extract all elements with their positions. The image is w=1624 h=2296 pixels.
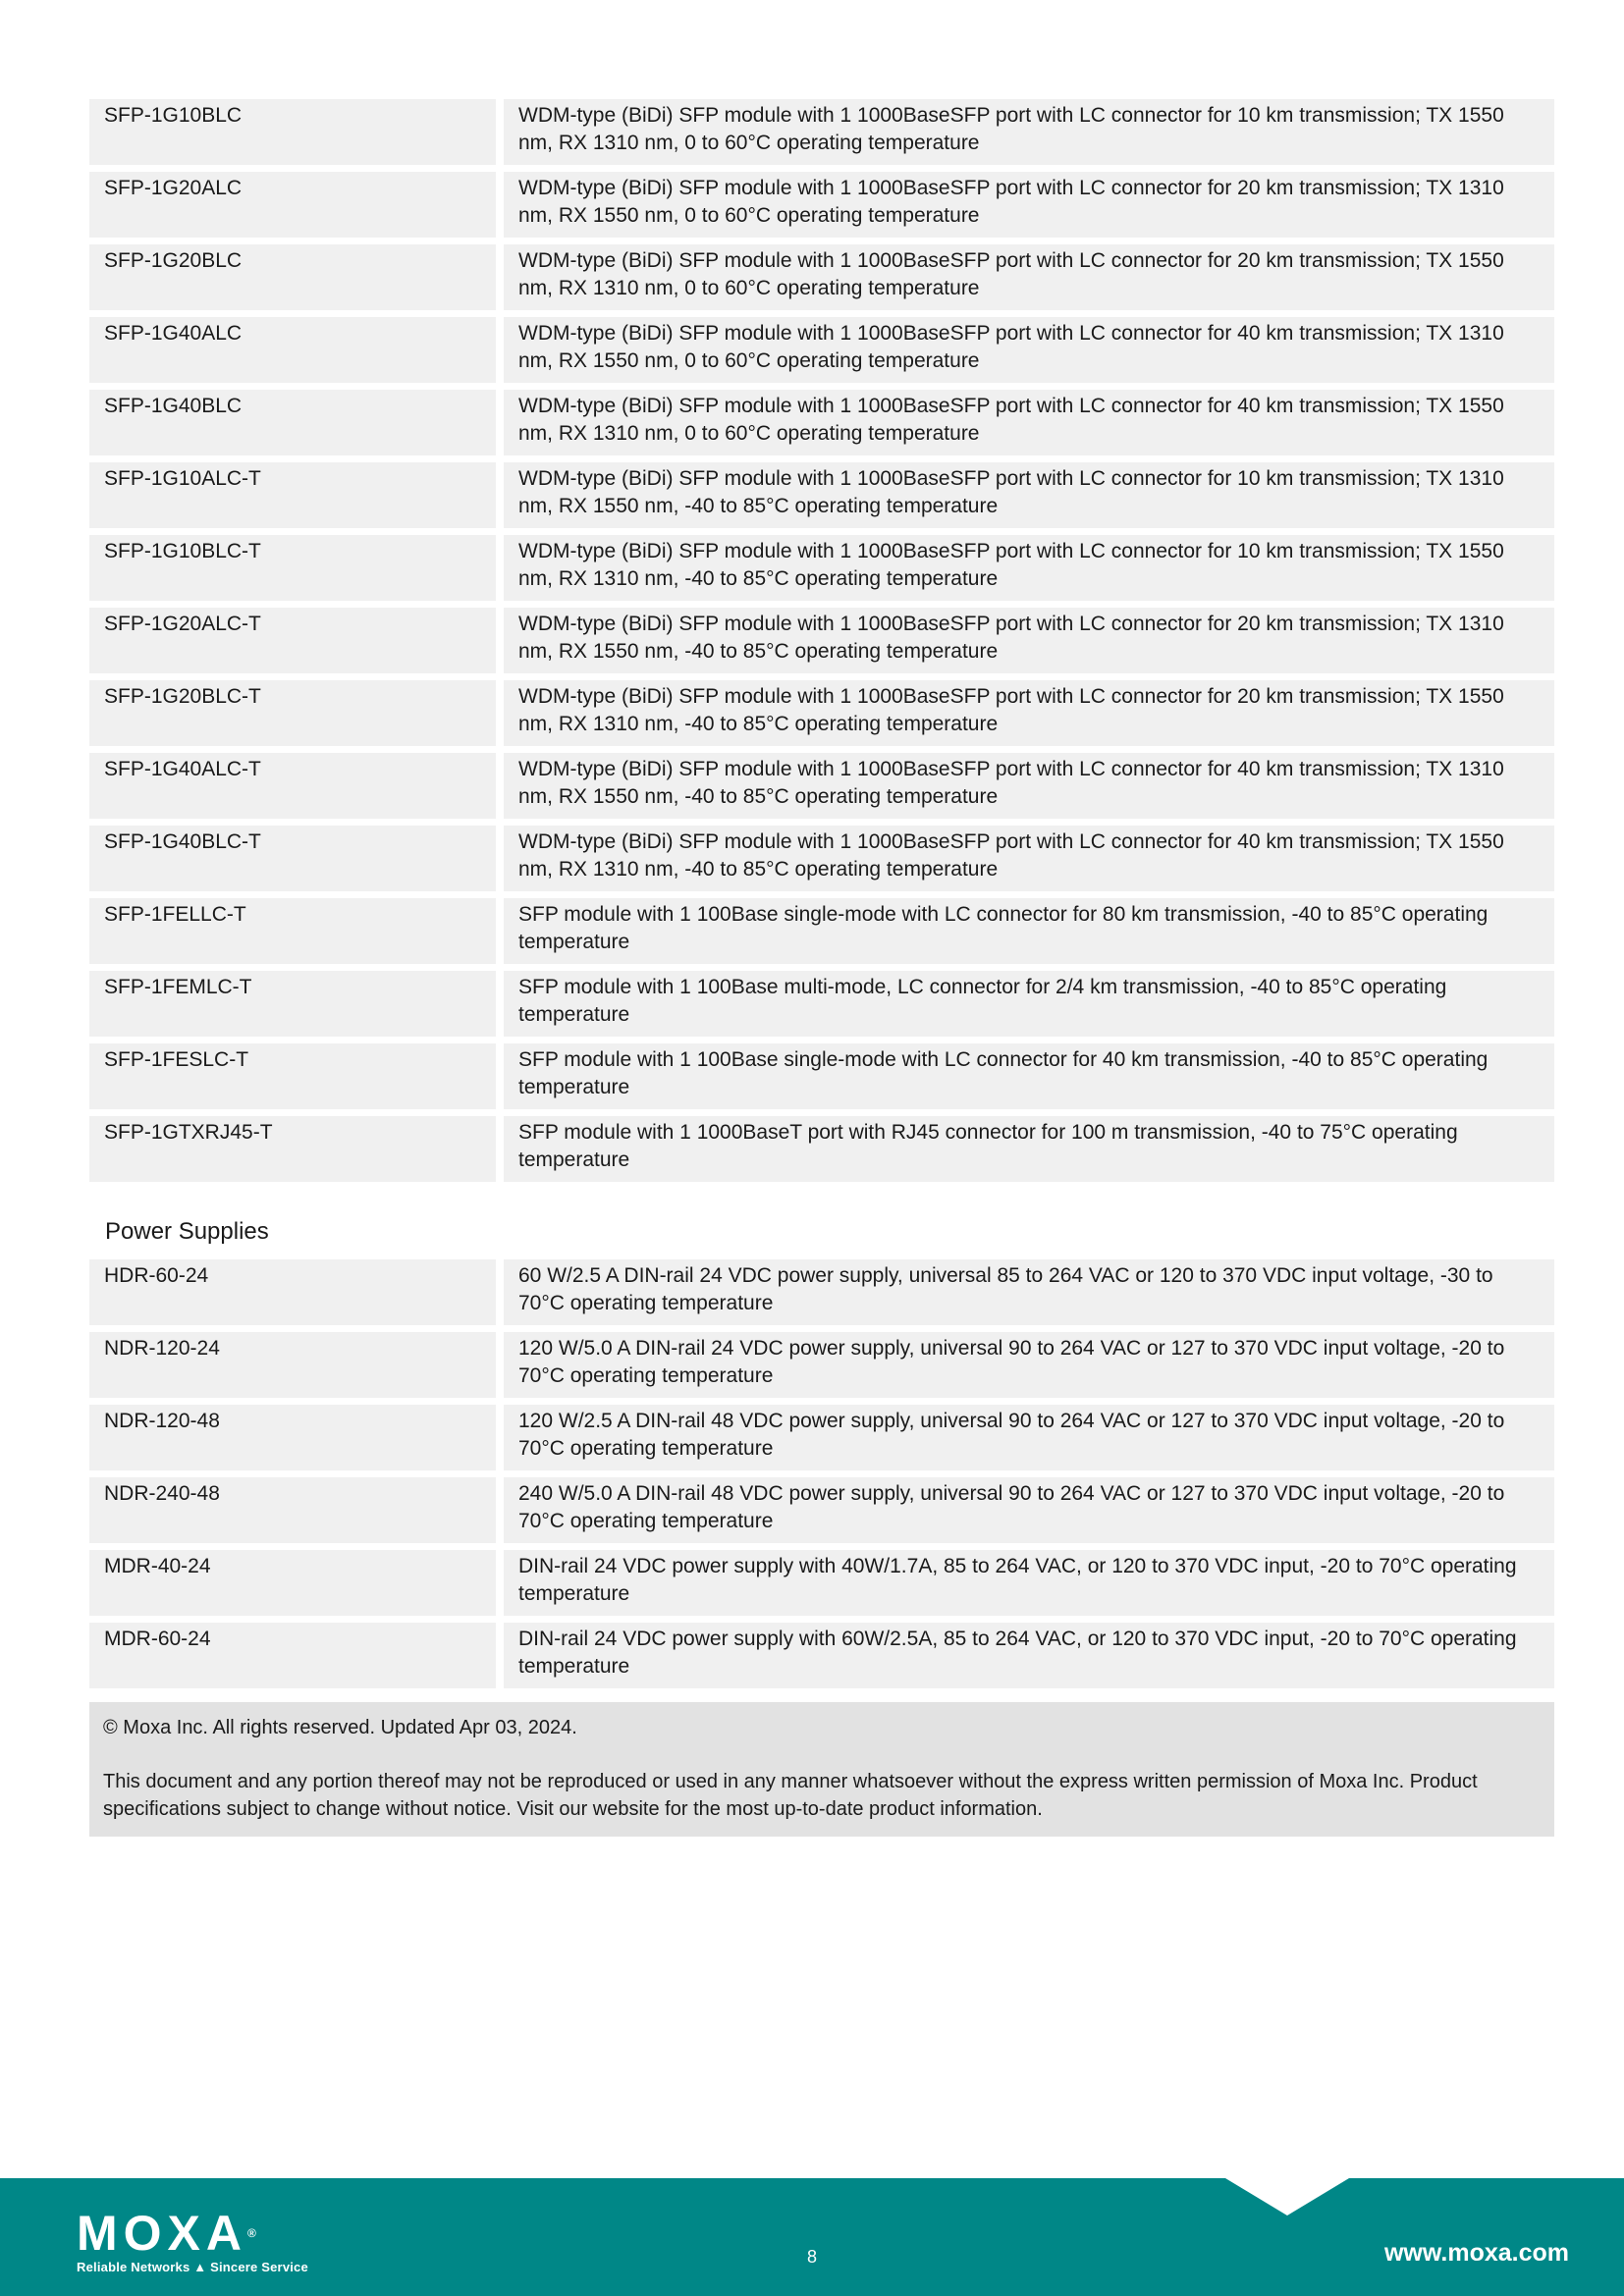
description-cell: WDM-type (BiDi) SFP module with 1 1000BaseSFP port with LC connector for 20 km transmission; TX 1550 nm, RX 1310 nm, -40 to 85°C operating temperature — [504, 680, 1554, 746]
description-cell: 240 W/5.0 A DIN-rail 48 VDC power supply, universal 90 to 264 VAC or 127 to 370 VDC input voltage, -20 to 70°C operating temperature — [504, 1477, 1554, 1543]
table-row — [89, 1623, 1554, 1688]
model-name-cell: SFP-1G40BLC-T — [89, 826, 496, 891]
footer-bar — [0, 2178, 1624, 2296]
table-row — [89, 1405, 1554, 1470]
table-row — [89, 1116, 1554, 1182]
model-name-cell: SFP-1FESLC-T — [89, 1043, 496, 1109]
description-cell: WDM-type (BiDi) SFP module with 1 1000BaseSFP port with LC connector for 20 km transmission; TX 1310 nm, RX 1550 nm, 0 to 60°C operating temperature — [504, 172, 1554, 238]
model-name-cell: SFP-1G40ALC-T — [89, 753, 496, 819]
table-row — [89, 1550, 1554, 1616]
power-supply-table — [89, 1259, 1554, 1688]
model-name-cell: NDR-240-48 — [89, 1477, 496, 1543]
description-cell: 60 W/2.5 A DIN-rail 24 VDC power supply, universal 85 to 264 VAC or 120 to 370 VDC input voltage, -30 to 70°C operating temperature — [504, 1259, 1554, 1325]
page-content — [89, 99, 1554, 1837]
model-name-cell: MDR-40-24 — [89, 1550, 496, 1616]
table-row — [89, 535, 1554, 601]
table-row — [89, 1332, 1554, 1398]
table-row — [89, 826, 1554, 891]
table-row — [89, 1477, 1554, 1543]
description-cell: WDM-type (BiDi) SFP module with 1 1000BaseSFP port with LC connector for 40 km transmission; TX 1550 nm, RX 1310 nm, -40 to 85°C operating temperature — [504, 826, 1554, 891]
description-cell: WDM-type (BiDi) SFP module with 1 1000BaseSFP port with LC connector for 10 km transmission; TX 1310 nm, RX 1550 nm, -40 to 85°C operating temperature — [504, 462, 1554, 528]
description-cell: WDM-type (BiDi) SFP module with 1 1000BaseSFP port with LC connector for 10 km transmission; TX 1550 nm, RX 1310 nm, 0 to 60°C operating temperature — [504, 99, 1554, 165]
logo-tagline: Reliable Networks ▲ Sincere Service — [77, 2260, 308, 2274]
model-name-cell: SFP-1G10ALC-T — [89, 462, 496, 528]
logo-wordmark: MOXA® — [77, 2206, 256, 2261]
model-name-cell: SFP-1FEMLC-T — [89, 971, 496, 1037]
model-name-cell: SFP-1G20ALC — [89, 172, 496, 238]
model-name-cell: SFP-1G40BLC — [89, 390, 496, 455]
model-name-cell: SFP-1G20BLC — [89, 244, 496, 310]
description-cell: SFP module with 1 1000BaseT port with RJ45 connector for 100 m transmission, -40 to 75°C operating temperature — [504, 1116, 1554, 1182]
section-title-power-supplies: Power Supplies — [105, 1218, 269, 1245]
model-name-cell: SFP-1G10BLC — [89, 99, 496, 165]
model-name-cell: SFP-1G20BLC-T — [89, 680, 496, 746]
description-cell: WDM-type (BiDi) SFP module with 1 1000BaseSFP port with LC connector for 40 km transmission; TX 1310 nm, RX 1550 nm, 0 to 60°C operating temperature — [504, 317, 1554, 383]
table-row — [89, 680, 1554, 746]
table-row — [89, 608, 1554, 673]
model-name-cell: SFP-1G40ALC — [89, 317, 496, 383]
table-row — [89, 898, 1554, 964]
table-row — [89, 244, 1554, 310]
table-row — [89, 390, 1554, 455]
page-number: 8 — [806, 2247, 817, 2267]
copyright-text: © Moxa Inc. All rights reserved. Updated Apr 03, 2024. — [103, 1717, 577, 1738]
description-cell: 120 W/2.5 A DIN-rail 48 VDC power supply, universal 90 to 264 VAC or 127 to 370 VDC input voltage, -20 to 70°C operating temperature — [504, 1405, 1554, 1470]
table-row — [89, 317, 1554, 383]
description-cell: SFP module with 1 100Base single-mode with LC connector for 80 km transmission, -40 to 85°C operating temperature — [504, 898, 1554, 964]
model-name-cell: SFP-1GTXRJ45-T — [89, 1116, 496, 1182]
description-cell: WDM-type (BiDi) SFP module with 1 1000BaseSFP port with LC connector for 40 km transmission; TX 1310 nm, RX 1550 nm, -40 to 85°C operating temperature — [504, 753, 1554, 819]
model-name-cell: HDR-60-24 — [89, 1259, 496, 1325]
description-cell: DIN-rail 24 VDC power supply with 60W/2.5A, 85 to 264 VAC, or 120 to 370 VDC input, -20 to 70°C operating temperature — [504, 1623, 1554, 1688]
footer-notch — [1225, 2178, 1349, 2216]
description-cell: SFP module with 1 100Base multi-mode, LC connector for 2/4 km transmission, -40 to 85°C operating temperature — [504, 971, 1554, 1037]
model-name-cell: NDR-120-24 — [89, 1332, 496, 1398]
website-link[interactable]: www.moxa.com — [1383, 2239, 1569, 2267]
description-cell: WDM-type (BiDi) SFP module with 1 1000BaseSFP port with LC connector for 20 km transmission; TX 1310 nm, RX 1550 nm, -40 to 85°C operating temperature — [504, 608, 1554, 673]
description-cell: WDM-type (BiDi) SFP module with 1 1000BaseSFP port with LC connector for 10 km transmission; TX 1550 nm, RX 1310 nm, -40 to 85°C operating temperature — [504, 535, 1554, 601]
description-cell: WDM-type (BiDi) SFP module with 1 1000BaseSFP port with LC connector for 20 km transmission; TX 1550 nm, RX 1310 nm, 0 to 60°C operating temperature — [504, 244, 1554, 310]
model-name-cell: SFP-1G10BLC-T — [89, 535, 496, 601]
disclaimer-text: This document and any portion thereof may not be reproduced or used in any manner whatsoever without the express written permission of Moxa Inc. Product specifications subject to change without notice. Visit our website for the most up-to-date product information. — [103, 1771, 1478, 1820]
description-cell: SFP module with 1 100Base single-mode with LC connector for 40 km transmission, -40 to 85°C operating temperature — [504, 1043, 1554, 1109]
table-row — [89, 753, 1554, 819]
model-name-cell: SFP-1G20ALC-T — [89, 608, 496, 673]
table-row — [89, 172, 1554, 238]
sfp-module-table — [89, 99, 1554, 1182]
table-row — [89, 99, 1554, 165]
legal-notice-box — [89, 1702, 1554, 1837]
model-name-cell: MDR-60-24 — [89, 1623, 496, 1688]
description-cell: 120 W/5.0 A DIN-rail 24 VDC power supply, universal 90 to 264 VAC or 127 to 370 VDC input voltage, -20 to 70°C operating temperature — [504, 1332, 1554, 1398]
model-name-cell: NDR-120-48 — [89, 1405, 496, 1470]
table-row — [89, 462, 1554, 528]
description-cell: WDM-type (BiDi) SFP module with 1 1000BaseSFP port with LC connector for 40 km transmission; TX 1550 nm, RX 1310 nm, 0 to 60°C operating temperature — [504, 390, 1554, 455]
model-name-cell: SFP-1FELLC-T — [89, 898, 496, 964]
table-row — [89, 1259, 1554, 1325]
table-row — [89, 1043, 1554, 1109]
description-cell: DIN-rail 24 VDC power supply with 40W/1.7A, 85 to 264 VAC, or 120 to 370 VDC input, -20 to 70°C operating temperature — [504, 1550, 1554, 1616]
table-row — [89, 971, 1554, 1037]
